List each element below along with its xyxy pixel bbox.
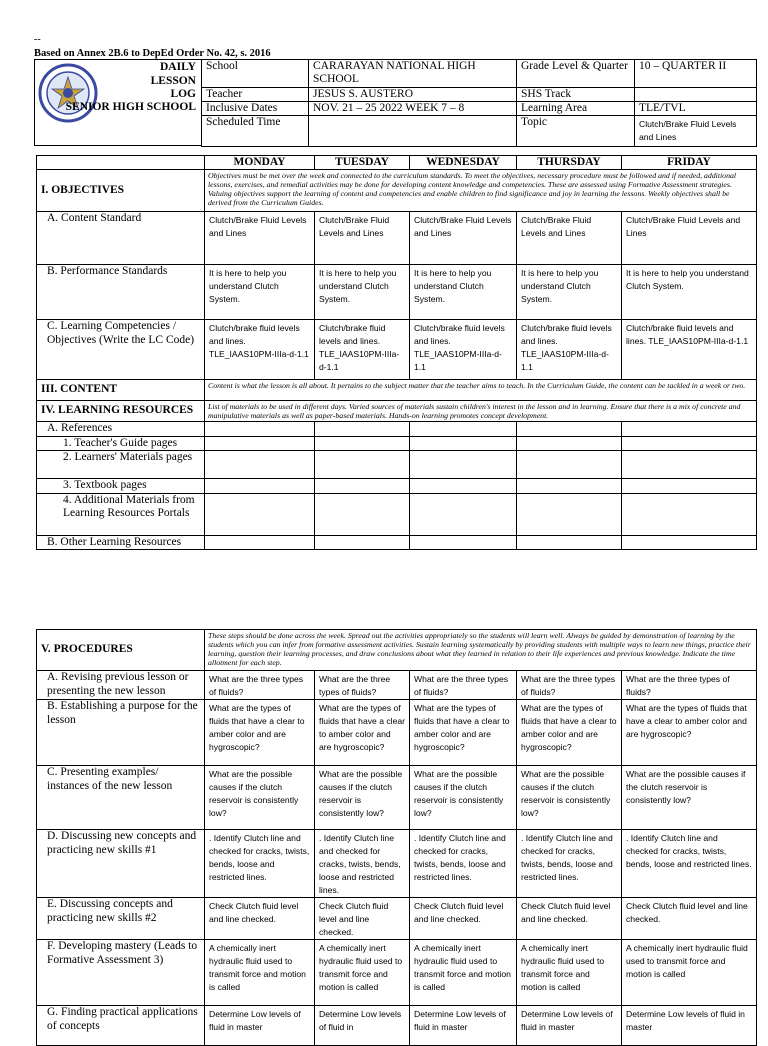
day-wednesday: WEDNESDAY (410, 156, 517, 170)
content-standard-label: A. Content Standard (37, 212, 205, 265)
proc-g-wed: Determine Low levels of fluid in master (410, 1006, 517, 1046)
proc-g-fri: Determine Low levels of fluid in master (622, 1006, 757, 1046)
proc-b-fri: What are the types of fluids that have a clear to amber color and are hygroscopic? (622, 700, 757, 766)
proc-e-thu: Check Clutch fluid level and line checked. (517, 898, 622, 940)
proc-f-label: F. Developing mastery (Leads to Formative Assessment 3) (37, 940, 205, 1006)
objectives-note: Objectives must be met over the week and connected to the curriculum standards. To meet the objectives, necessary procedure must be followed and if needed, additional lessons, exercises, and remedial activities may be done for developing content knowledge and competencies. These are assessed using Formative Assessment strategies. Valuing objectives support the learning of content and competencies and enable children to find significance and joy in learning the lessons. Weekly objectives shall be derived from the Curriculum Guides. (205, 170, 757, 212)
content-label: III. CONTENT (37, 380, 205, 401)
competencies-wed: Clutch/brake fluid levels and lines. TLE_IAAS10PM-IIIa-d-1.1 (410, 320, 517, 380)
proc-c-mon: What are the possible causes if the clutch reservoir is consistently low? (205, 766, 315, 830)
day-tuesday: TUESDAY (315, 156, 410, 170)
competencies-label: C. Learning Competencies / Objectives (Write the LC Code) (37, 320, 205, 380)
proc-c-wed: What are the possible causes if the clutch reservoir is consistently low? (410, 766, 517, 830)
proc-b-tue: What are the types of fluids that have a clear to amber color and are hygroscopic? (315, 700, 410, 766)
objectives-label: I. OBJECTIVES (37, 170, 205, 212)
proc-d-wed: . Identify Clutch line and checked for cracks, twists, bends, loose and restricted lines. (410, 830, 517, 898)
content-standard-tue: Clutch/Brake Fluid Levels and Lines (315, 212, 410, 265)
procedures-label: V. PROCEDURES (37, 630, 205, 671)
proc-e-label: E. Discussing concepts and practicing new skills #2 (37, 898, 205, 940)
day-monday: MONDAY (205, 156, 315, 170)
proc-d-label: D. Discussing new concepts and practicing new skills #1 (37, 830, 205, 898)
day-friday: FRIDAY (622, 156, 757, 170)
proc-f-thu: A chemically inert hydraulic fluid used to transmit force and motion is called (517, 940, 622, 1006)
teacher-value: JESUS S. AUSTERO (309, 88, 517, 102)
resources-label: IV. LEARNING RESOURCES (37, 401, 205, 422)
proc-d-thu: . Identify Clutch line and checked for cracks, twists, bends, loose and restricted lines. (517, 830, 622, 898)
proc-e-tue: Check Clutch fluid level and line checked. (315, 898, 410, 940)
proc-e-fri: Check Clutch fluid level and line checked. (622, 898, 757, 940)
content-standard-thu: Clutch/Brake Fluid Levels and Lines (517, 212, 622, 265)
proc-b-mon: What are the types of fluids that have a clear to amber color and are hygroscopic? (205, 700, 315, 766)
proc-b-wed: What are the types of fluids that have a clear to amber color and are hygroscopic? (410, 700, 517, 766)
time-value (309, 116, 517, 147)
other-resources-label: B. Other Learning Resources (37, 535, 205, 550)
annex-reference: Based on Annex 2B.6 to DepEd Order No. 42, s. 2016 (34, 48, 271, 59)
performance-standards-mon: It is here to help you understand Clutch System. (205, 265, 315, 320)
day-thursday: THURSDAY (517, 156, 622, 170)
procedures-note: These steps should be done across the week. Spread out the activities appropriately so the students will learn well. Always be guided by demonstration of learning by the students which you can infer from formative assessment activities. Sustain learning systematically by providing students with multiple ways to learn new things, practice their learning, question their learning processes, and draw conclusions about what they learned in relation to their life experiences and previous knowledge. Indicate the time allotment for each step. (205, 630, 757, 671)
header-info-table (201, 59, 757, 147)
proc-c-thu: What are the possible causes if the clutch reservoir is consistently low? (517, 766, 622, 830)
proc-a-wed: What are the three types of fluids? (410, 671, 517, 700)
page-marker: -- (34, 34, 41, 45)
proc-d-tue: . Identify Clutch line and checked for cracks, twists, bends, loose and restricted lines. (315, 830, 410, 898)
competencies-tue: Clutch/brake fluid levels and lines. TLE_IAAS10PM-IIIa-d-1.1 (315, 320, 410, 380)
teacher-label: Teacher (202, 88, 309, 102)
references-label: A. References (37, 422, 205, 437)
content-standard-mon: Clutch/Brake Fluid Levels and Lines (205, 212, 315, 265)
proc-f-fri: A chemically inert hydraulic fluid used to transmit force and motion is called (622, 940, 757, 1006)
resources-note: List of materials to be used in different days. Varied sources of materials sustain children's interest in the lesson and in learning. Ensure that there is a mix of concrete and manipulative materials as well as paper-based materials. Hands-on learning promotes concept development. (205, 401, 757, 422)
proc-d-mon: . Identify Clutch line and checked for cracks, twists, bends, loose and restricted lines. (205, 830, 315, 898)
proc-a-tue: What are the three types of fluids? (315, 671, 410, 700)
area-value: TLE/TVL (635, 102, 757, 116)
proc-c-tue: What are the possible causes if the clutch reservoir is consistently low? (315, 766, 410, 830)
time-label: Scheduled Time (202, 116, 309, 147)
proc-f-tue: A chemically inert hydraulic fluid used to transmit force and motion is called (315, 940, 410, 1006)
content-note: Content is what the lesson is all about. It pertains to the subject matter that the teacher aims to teach. In the Curriculum Guide, the content can be tackled in a week or two. (205, 380, 757, 401)
proc-f-mon: A chemically inert hydraulic fluid used to transmit force and motion is called (205, 940, 315, 1006)
lesson-table-1 (36, 155, 757, 550)
school-value: CARARAYAN NATIONAL HIGH SCHOOL (309, 60, 517, 88)
proc-b-label: B. Establishing a purpose for the lesson (37, 700, 205, 766)
proc-a-fri: What are the three types of fluids? (622, 671, 757, 700)
dates-value: NOV. 21 – 25 2022 WEEK 7 – 8 (309, 102, 517, 116)
school-label: School (202, 60, 309, 88)
school-type: SENIOR HIGH SCHOOL (65, 101, 196, 113)
topic-label: Topic (517, 116, 635, 147)
textbook-label: 3. Textbook pages (37, 479, 205, 494)
performance-standards-label: B. Performance Standards (37, 265, 205, 320)
lesson-table-2 (36, 629, 757, 1046)
proc-g-thu: Determine Low levels of fluid in master (517, 1006, 622, 1046)
proc-c-label: C. Presenting examples/ instances of the new lesson (37, 766, 205, 830)
additional-materials-label: 4. Additional Materials from Learning Resources Portals (37, 493, 205, 535)
topic-value: Clutch/Brake Fluid Levels and Lines (635, 116, 757, 147)
track-label: SHS Track (517, 88, 635, 102)
proc-g-label: G. Finding practical applications of concepts (37, 1006, 205, 1046)
deped-seal (38, 63, 98, 123)
competencies-thu: Clutch/brake fluid levels and lines. TLE_IAAS10PM-IIIa-d-1.1 (517, 320, 622, 380)
competencies-fri: Clutch/brake fluid levels and lines. TLE_IAAS10PM-IIIa-d-1.1 (622, 320, 757, 380)
proc-a-mon: What are the three types of fluids? (205, 671, 315, 700)
proc-d-fri: . Identify Clutch line and checked for cracks, twists, bends, loose and restricted lines. (622, 830, 757, 898)
performance-standards-tue: It is here to help you understand Clutch System. (315, 265, 410, 320)
competencies-mon: Clutch/brake fluid levels and lines. TLE_IAAS10PM-IIIa-d-1.1 (205, 320, 315, 380)
proc-a-thu: What are the three types of fluids? (517, 671, 622, 700)
proc-a-label: A. Revising previous lesson or presenting the new lesson (37, 671, 205, 700)
area-label: Learning Area (517, 102, 635, 116)
teachers-guide-label: 1. Teacher's Guide pages (37, 436, 205, 451)
proc-f-wed: A chemically inert hydraulic fluid used to transmit force and motion is called (410, 940, 517, 1006)
dates-label: Inclusive Dates (202, 102, 309, 116)
grade-label: Grade Level & Quarter (517, 60, 635, 88)
content-standard-fri: Clutch/Brake Fluid Levels and Lines (622, 212, 757, 265)
proc-b-thu: What are the types of fluids that have a clear to amber color and are hygroscopic? (517, 700, 622, 766)
performance-standards-thu: It is here to help you understand Clutch System. (517, 265, 622, 320)
header-box (34, 59, 201, 146)
dll-title: DAILY LESSON LOG (150, 61, 196, 100)
performance-standards-fri: It is here to help you understand Clutch System. (622, 265, 757, 320)
content-standard-wed: Clutch/Brake Fluid Levels and Lines (410, 212, 517, 265)
grade-value: 10 – QUARTER II (635, 60, 757, 88)
track-value (635, 88, 757, 102)
proc-e-mon: Check Clutch fluid level and line checked. (205, 898, 315, 940)
proc-g-mon: Determine Low levels of fluid in master (205, 1006, 315, 1046)
proc-e-wed: Check Clutch fluid level and line checked. (410, 898, 517, 940)
corner-cell (37, 156, 205, 170)
performance-standards-wed: It is here to help you understand Clutch System. (410, 265, 517, 320)
learners-materials-label: 2. Learners' Materials pages (37, 451, 205, 479)
proc-g-tue: Determine Low levels of fluid in (315, 1006, 410, 1046)
proc-c-fri: What are the possible causes if the clutch reservoir is consistently low? (622, 766, 757, 830)
